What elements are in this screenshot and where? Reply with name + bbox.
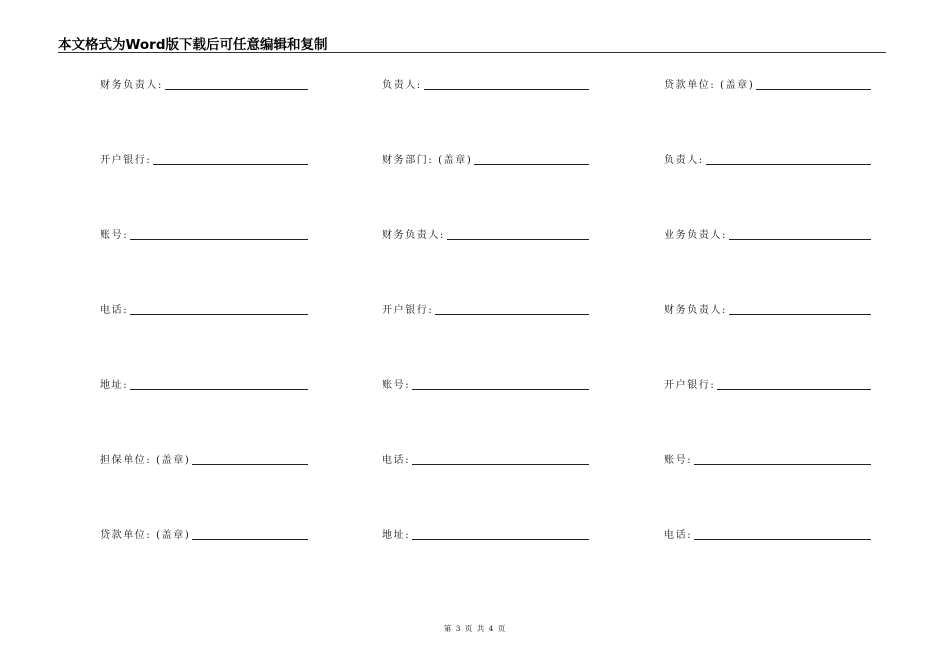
fill-in-blank[interactable] xyxy=(412,388,589,390)
signature-field xyxy=(664,155,871,167)
signature-field xyxy=(664,455,871,467)
page-number: 第 3 页 共 4 页 xyxy=(443,624,507,633)
field-label: 账号: xyxy=(100,230,129,241)
fill-in-blank[interactable] xyxy=(435,313,589,315)
field-label: 财务部门: (盖章) xyxy=(382,155,473,166)
fill-in-blank[interactable] xyxy=(130,313,308,315)
signature-field xyxy=(382,230,589,242)
signature-field xyxy=(100,80,308,92)
field-label: 电话: xyxy=(664,530,693,541)
signature-field xyxy=(382,155,589,167)
signature-field xyxy=(382,305,589,317)
field-label: 地址: xyxy=(100,380,129,391)
fill-in-blank[interactable] xyxy=(447,238,589,240)
field-label: 开户银行: xyxy=(664,380,716,391)
field-label: 担保单位: (盖章) xyxy=(100,455,191,466)
field-label: 财务负责人: xyxy=(382,230,445,241)
field-label: 财务负责人: xyxy=(100,80,163,91)
document-header: 本文格式为Word版下载后可任意编辑和复制 xyxy=(58,37,328,53)
field-label: 业务负责人: xyxy=(664,230,727,241)
field-label: 负责人: xyxy=(382,80,422,91)
field-label: 开户银行: xyxy=(100,155,152,166)
header-rule xyxy=(58,52,886,53)
fill-in-blank[interactable] xyxy=(694,538,871,540)
fill-in-blank[interactable] xyxy=(756,88,871,90)
field-label: 贷款单位: (盖章) xyxy=(100,530,191,541)
signature-field xyxy=(100,155,308,167)
fill-in-blank[interactable] xyxy=(729,238,871,240)
signature-field xyxy=(382,455,589,467)
signature-field xyxy=(100,380,308,392)
field-label: 电话: xyxy=(382,455,411,466)
field-label: 地址: xyxy=(382,530,411,541)
field-label: 负责人: xyxy=(664,155,704,166)
field-label: 账号: xyxy=(382,380,411,391)
fill-in-blank[interactable] xyxy=(130,238,308,240)
fill-in-blank[interactable] xyxy=(474,163,589,165)
fill-in-blank[interactable] xyxy=(424,88,589,90)
fill-in-blank[interactable] xyxy=(153,163,308,165)
signature-field xyxy=(100,230,308,242)
fill-in-blank[interactable] xyxy=(165,88,308,90)
fill-in-blank[interactable] xyxy=(717,388,871,390)
fill-in-blank[interactable] xyxy=(412,538,589,540)
field-label: 开户银行: xyxy=(382,305,434,316)
fill-in-blank[interactable] xyxy=(706,163,871,165)
signature-field xyxy=(100,530,308,542)
signature-field xyxy=(382,80,589,92)
fill-in-blank[interactable] xyxy=(412,463,589,465)
fill-in-blank[interactable] xyxy=(192,463,308,465)
signature-field xyxy=(100,455,308,467)
signature-field xyxy=(664,530,871,542)
fill-in-blank[interactable] xyxy=(192,538,308,540)
signature-field xyxy=(664,230,871,242)
field-label: 财务负责人: xyxy=(664,305,727,316)
field-label: 贷款单位: (盖章) xyxy=(664,80,755,91)
signature-field xyxy=(664,380,871,392)
signature-field xyxy=(382,380,589,392)
signature-field xyxy=(664,80,871,92)
fill-in-blank[interactable] xyxy=(729,313,871,315)
fill-in-blank[interactable] xyxy=(694,463,871,465)
field-label: 电话: xyxy=(100,305,129,316)
fill-in-blank[interactable] xyxy=(130,388,308,390)
signature-field xyxy=(664,305,871,317)
signature-field xyxy=(382,530,589,542)
signature-field xyxy=(100,305,308,317)
field-label: 账号: xyxy=(664,455,693,466)
